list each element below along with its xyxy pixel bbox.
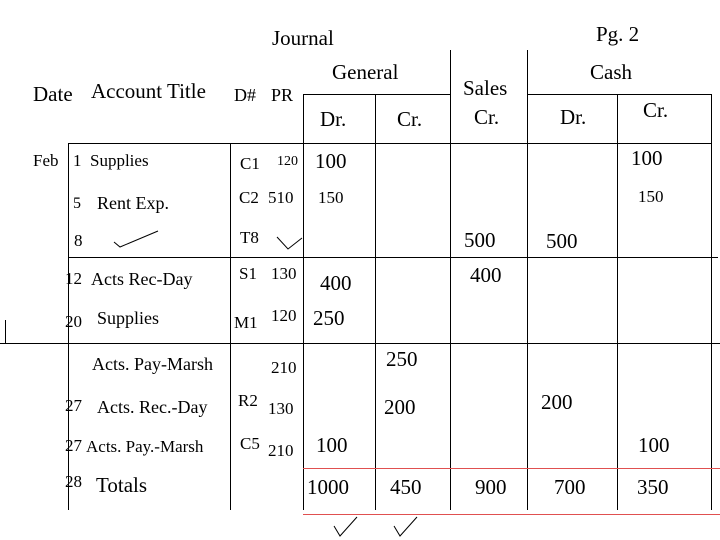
row-3-checkmark-icon	[112, 228, 162, 250]
sales-credit-header-line1: Sales	[463, 76, 508, 100]
row-5-general-dr: 250	[313, 306, 345, 330]
row-1-general-dr: 100	[315, 149, 347, 173]
cash-right-rule	[711, 94, 712, 510]
row-2-pr: 510	[268, 188, 294, 207]
totals-cash-dr: 700	[554, 475, 586, 499]
general-debit-header: Dr.	[320, 107, 347, 131]
page-number: Pg. 2	[596, 22, 640, 46]
row-2-account: Rent Exp.	[97, 193, 169, 213]
row-5-day: 20	[65, 312, 82, 331]
cash-subheader-rule	[527, 94, 711, 95]
row-8-doc: C5	[240, 434, 260, 453]
row-1-pr: 120	[277, 154, 298, 169]
header-bottom-rule	[68, 143, 711, 144]
row-3-sales-cr: 500	[464, 228, 496, 252]
row-1-day: 1	[73, 151, 82, 170]
row-1-cash-cr: 100	[631, 146, 663, 170]
row-3-day: 8	[74, 231, 83, 250]
general-dr-cr-rule	[375, 94, 376, 510]
row-2-doc: C2	[239, 188, 259, 207]
row-4-general-dr: 400	[320, 271, 352, 295]
sales-credit-header-line2: Cr.	[474, 105, 500, 129]
pr-column-rule	[303, 94, 304, 510]
cash-header: Cash	[590, 60, 632, 84]
row-1-account: Supplies	[90, 151, 149, 170]
totals-cash-cr: 350	[637, 475, 669, 499]
row-7-cash-dr: 200	[541, 390, 573, 414]
row-4-pr: 130	[271, 264, 297, 283]
row-4-doc: S1	[239, 264, 257, 283]
account-title-header: Account Title	[91, 79, 206, 103]
account-column-rule	[230, 143, 231, 510]
row-7-general-cr: 200	[384, 395, 416, 419]
row-7-doc: R2	[238, 391, 258, 410]
row-5-doc: M1	[234, 313, 258, 332]
totals-label: Totals	[96, 473, 148, 497]
row-1-doc: C1	[240, 154, 260, 173]
general-header: General	[332, 60, 399, 84]
row-7-account: Acts. Rec.-Day	[97, 397, 208, 417]
totals-general-dr: 1000	[307, 475, 349, 499]
row-3-doc: T8	[240, 228, 259, 247]
general-sales-rule	[450, 50, 451, 510]
cash-credit-header: Cr.	[643, 98, 669, 122]
row-3-cash-dr: 500	[546, 229, 578, 253]
date-header: Date	[33, 82, 73, 106]
row-6-pr: 210	[271, 358, 297, 377]
general-cr-posted-checkmark-icon	[393, 516, 419, 538]
totals-day: 28	[65, 472, 82, 491]
sales-cash-rule	[527, 50, 528, 510]
row-8-day: 27	[65, 436, 82, 455]
row-8-pr: 210	[268, 441, 294, 460]
row-7-pr: 130	[268, 399, 294, 418]
row-8-cash-cr: 100	[638, 433, 670, 457]
row-2-general-dr: 150	[318, 188, 344, 207]
row-2-cash-cr: 150	[638, 187, 664, 206]
totals-sales-cr: 900	[475, 475, 507, 499]
row-6-general-cr: 250	[386, 347, 418, 371]
row-2-day: 5	[73, 195, 81, 212]
row-4-day: 12	[65, 269, 82, 288]
cash-dr-cr-rule	[617, 94, 618, 510]
row-3-pr-checkmark-icon	[276, 234, 304, 252]
row-rule-20	[0, 343, 720, 344]
row-4-sales-cr: 400	[470, 263, 502, 287]
row-8-general-dr: 100	[316, 433, 348, 457]
general-credit-header: Cr.	[397, 107, 423, 131]
row-1-month: Feb	[33, 151, 59, 170]
row-8-account: Acts. Pay.-Marsh	[86, 437, 204, 456]
general-subheader-rule	[303, 94, 450, 95]
total-underline	[303, 468, 720, 469]
journal-title: Journal	[272, 26, 334, 50]
doc-number-header: D#	[234, 85, 256, 105]
post-ref-header: PR	[271, 85, 294, 105]
row-7-day: 27	[65, 396, 82, 415]
totals-general-cr: 450	[390, 475, 422, 499]
total-double-underline	[303, 514, 720, 515]
row-4-account: Acts Rec-Day	[91, 269, 193, 289]
row-5-account: Supplies	[97, 308, 160, 328]
general-dr-posted-checkmark-icon	[333, 516, 359, 538]
row-rule-8	[68, 257, 718, 258]
cash-debit-header: Dr.	[560, 105, 587, 129]
left-edge-tick	[5, 320, 6, 343]
row-6-account: Acts. Pay-Marsh	[92, 354, 213, 374]
row-5-pr: 120	[271, 306, 297, 325]
